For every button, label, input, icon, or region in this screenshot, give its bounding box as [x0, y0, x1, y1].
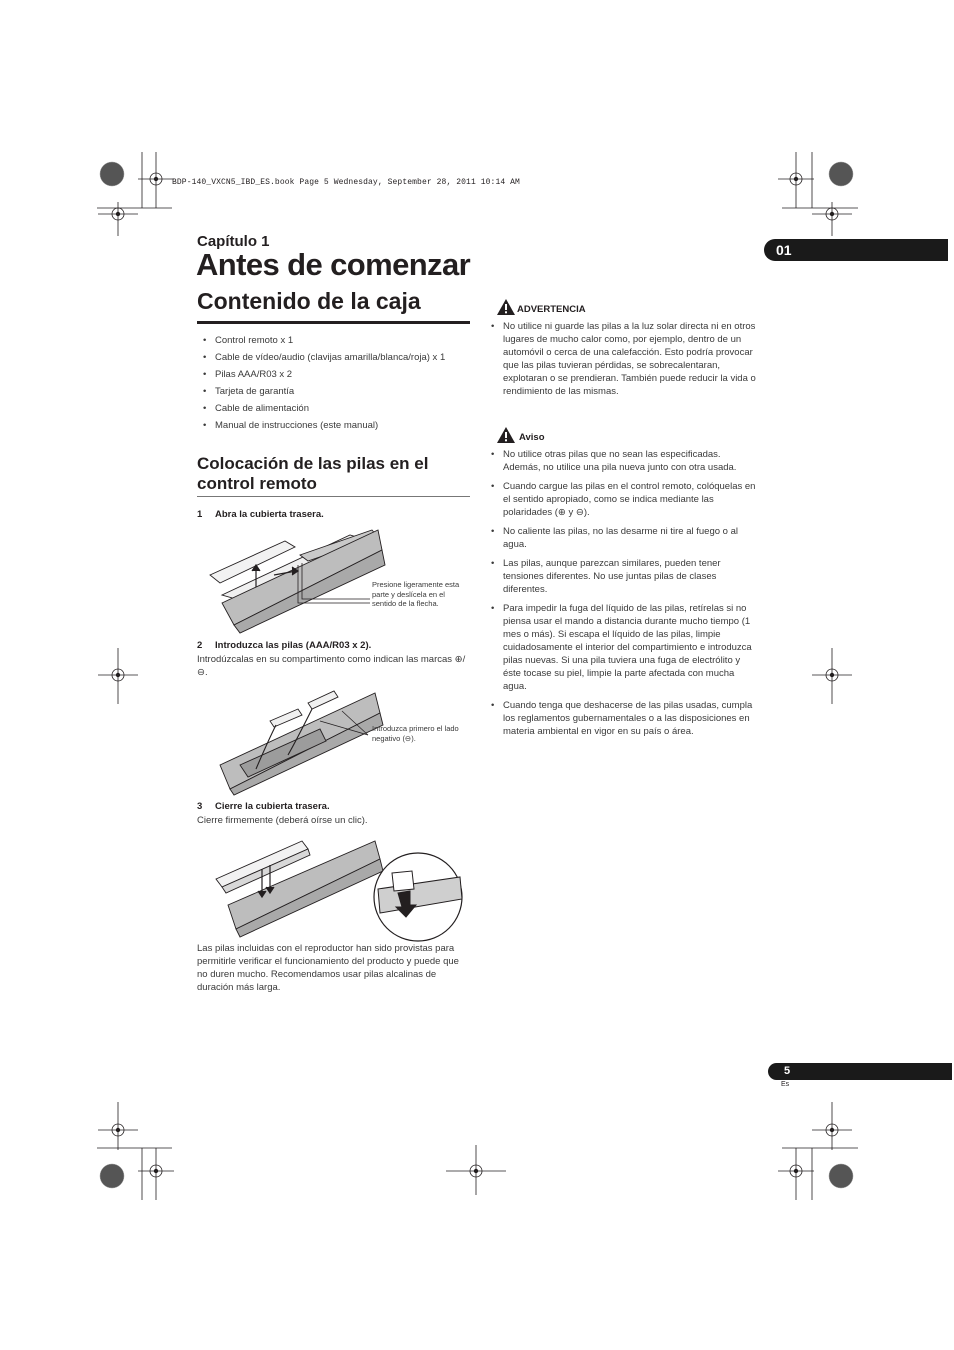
step-number: 1: [197, 509, 203, 520]
list-item: • No utilice otras pilas que no sean las especificadas. Además, no utilice una pila nueva junto con otra usada.: [491, 448, 758, 474]
subsection-rule: [197, 496, 470, 497]
list-item: • Cable de alimentación: [203, 402, 465, 415]
print-header: BDP-140_VXCN5_IBD_ES.book Page 5 Wednesday, September 28, 2011 10:14 AM: [172, 178, 520, 187]
section-title-contents: Contenido de la caja: [197, 288, 421, 314]
list-item: • No caliente las pilas, no las desarme ni tire al fuego o al agua.: [491, 525, 758, 551]
chapter-tab: [764, 239, 948, 261]
list-item: • Manual de instrucciones (este manual): [203, 419, 465, 432]
step-number: 2: [197, 640, 203, 651]
list-item: • Las pilas, aunque parezcan similares, pueden tener tensiones diferentes. No use juntas pilas de clases diferentes.: [491, 557, 758, 596]
list-item: • No utilice ni guarde las pilas a la luz solar directa ni en otros lugares de mucho calor como, por ejemplo, dentro de un automóvil o cerca de una calefacción. Esto podría provocar que las pilas tuvieran pérdidas, se sobrecalentaran, explotaran o se prendieran. También puede reducir la vida o rendimiento de las mismas.: [491, 320, 758, 398]
list-item: • Control remoto x 1: [203, 334, 465, 347]
caution-list: [491, 448, 758, 744]
list-item: • Cable de vídeo/audio (clavijas amarilla/blanca/roja) x 1: [203, 351, 465, 364]
figure-note-2: Introduzca primero el lado negativo (⊖).: [372, 724, 459, 743]
page-number-tab: [768, 1063, 952, 1080]
warning-heading: [497, 299, 586, 315]
caution-icon: [497, 427, 515, 443]
caution-heading: [497, 427, 545, 443]
list-item: • Tarjeta de garantía: [203, 385, 465, 398]
figure-note-1: Presione ligeramente esta parte y deslícela en el sentido de la flecha.: [372, 580, 460, 608]
list-item: • Cuando cargue las pilas en el control remoto, colóquelas en el sentido apropiado, como se indica mediante las polaridades (⊕ y ⊖).: [491, 480, 758, 519]
page-language: Es: [781, 1081, 790, 1088]
list-item: • Para impedir la fuga del líquido de las pilas, retírelas si no piensa usar el mando a distancia durante mucho tiempo (1 mes o más). Si escapa el líquido de las pilas, limpie cuidadosamente el interior del compartimiento e introduzca pilas nuevas. Si una pila tuviera una fuga de electrólito y éste tocase su piel, limpie la parte afectada con mucha agua.: [491, 602, 758, 693]
section-title-batteries: Colocación de las pilas en el control remoto: [197, 454, 429, 493]
battery-closing-text: Las pilas incluidas con el reproductor han sido provistas para permitirle verificar el funcionamiento del producto y puede que no duren mucho. Recomendamos usar pilas alcalinas de duración más larga.: [197, 943, 459, 993]
caution-heading-text: Aviso: [519, 432, 545, 443]
step-number: 3: [197, 801, 203, 812]
chapter-title: Antes de comenzar: [196, 247, 471, 282]
step-heading-text: Cierre la cubierta trasera.: [215, 801, 330, 812]
list-item: • Cuando tenga que deshacerse de las pilas usadas, cumpla los reglamentos gubernamentales o a las disposiciones en materia ambiental en vigor en su país o área.: [491, 699, 758, 738]
step-heading-text: Introduzca las pilas (AAA/R03 x 2).: [215, 640, 372, 651]
list-item: • Pilas AAA/R03 x 2: [203, 368, 465, 381]
step-heading-text: Abra la cubierta trasera.: [215, 509, 324, 520]
page-number: 5: [784, 1065, 791, 1077]
chapter-tab-number: 01: [776, 242, 792, 258]
step-2-text: Introdúzcalas en su compartimento como indican las marcas ⊕/⊖.: [197, 654, 466, 678]
step-2-heading: [197, 640, 371, 651]
section-rule: [197, 321, 470, 324]
warning-icon: [497, 299, 515, 315]
figure-close-cover: [210, 833, 470, 943]
step-3-heading: [197, 801, 330, 812]
step-3-text: Cierre firmemente (deberá oírse un clic).: [197, 815, 368, 826]
step-1-heading: [197, 509, 324, 520]
contents-list: [203, 334, 465, 436]
warning-list: [491, 320, 758, 404]
chapter-label: Capítulo 1: [197, 233, 270, 250]
warning-heading-text: ADVERTENCIA: [517, 304, 586, 315]
